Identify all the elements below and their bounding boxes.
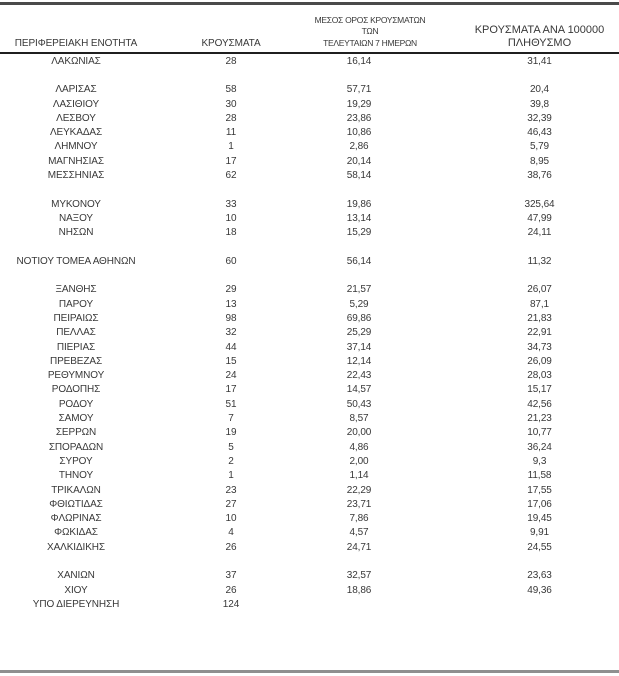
cell-per100k: 9,3 xyxy=(532,455,547,467)
cell-per100k: 32,39 xyxy=(527,112,552,124)
table-row xyxy=(0,512,619,526)
table-row xyxy=(0,540,619,554)
cell-region: ΛΗΜΝΟΥ xyxy=(54,141,98,153)
cell-per100k: 10,77 xyxy=(527,427,552,439)
cell-region: ΣΥΡΟΥ xyxy=(59,455,93,467)
cell-per100k: 15,17 xyxy=(527,384,552,396)
cell-cases: 124 xyxy=(222,598,240,610)
spacer-row xyxy=(0,68,619,82)
cell-region: ΥΠΟ ΔΙΕΡΕΥΝΗΣΗ xyxy=(32,598,120,610)
cell-cases: 1 xyxy=(228,141,234,153)
cell-avg7: 1,14 xyxy=(349,470,369,482)
table-row xyxy=(0,125,619,139)
column-header-avg7 xyxy=(310,15,430,50)
table-row xyxy=(0,583,619,597)
cell-per100k: 39,8 xyxy=(529,98,550,110)
table-row xyxy=(0,211,619,225)
table-row xyxy=(0,326,619,340)
cell-cases: 26 xyxy=(225,541,237,553)
cell-avg7: 57,71 xyxy=(346,84,372,96)
table-row xyxy=(0,426,619,440)
table-row xyxy=(0,111,619,125)
table-row xyxy=(0,397,619,411)
spacer-row xyxy=(0,554,619,568)
column-header-cases-label: ΚΡΟΥΣΜΑΤΑ xyxy=(201,38,261,49)
cell-cases: 17 xyxy=(225,155,237,167)
table-row xyxy=(0,497,619,511)
cell-cases: 5 xyxy=(228,441,234,453)
table-row xyxy=(0,369,619,383)
cell-cases: 15 xyxy=(225,355,237,367)
cell-avg7: 5,29 xyxy=(349,298,369,310)
cell-region: ΛΑΡΙΣΑΣ xyxy=(55,84,97,96)
cell-per100k: 22,91 xyxy=(527,327,552,339)
cell-avg7: 4,57 xyxy=(349,527,369,539)
cell-per100k: 24,55 xyxy=(527,541,552,553)
column-header-per100k-line2: ΠΛΗΘΥΣΜΟ xyxy=(507,36,572,49)
cell-cases: 7 xyxy=(228,413,234,425)
cell-avg7: 7,86 xyxy=(349,513,369,525)
table-row xyxy=(0,83,619,97)
cell-avg7: 22,43 xyxy=(346,370,372,382)
table-row xyxy=(0,140,619,154)
column-header-region xyxy=(0,38,152,49)
table-row xyxy=(0,297,619,311)
cell-avg7: 24,71 xyxy=(346,541,372,553)
column-header-region-label: ΠΕΡΙΦΕΡΕΙΑΚΗ ΕΝΟΤΗΤΑ xyxy=(14,38,138,49)
table-row xyxy=(0,226,619,240)
cell-per100k: 23,63 xyxy=(527,570,552,582)
table-row xyxy=(0,354,619,368)
cell-per100k: 26,07 xyxy=(527,284,552,296)
cell-cases: 2 xyxy=(228,455,234,467)
cell-per100k: 24,11 xyxy=(527,227,552,239)
table-row xyxy=(0,311,619,325)
cell-region: ΧΑΛΚΙΔΙΚΗΣ xyxy=(47,541,105,553)
cell-cases: 24 xyxy=(225,370,237,382)
cell-region: ΦΛΩΡΙΝΑΣ xyxy=(50,513,102,525)
cell-region: ΦΘΙΩΤΙΔΑΣ xyxy=(49,498,103,510)
spacer-row xyxy=(0,240,619,254)
cell-cases: 29 xyxy=(225,284,237,296)
column-header-avg7-line1: ΜΕΣΟΣ ΟΡΟΣ ΚΡΟΥΣΜΑΤΩΝ ΤΩΝ xyxy=(314,14,426,36)
cell-cases: 32 xyxy=(225,327,237,339)
cell-region: ΣΕΡΡΩΝ xyxy=(55,427,97,439)
spacer-row xyxy=(0,183,619,197)
column-header-cases xyxy=(152,38,310,49)
cell-cases: 1 xyxy=(228,470,234,482)
cell-cases: 60 xyxy=(225,255,237,267)
cell-cases: 28 xyxy=(225,112,237,124)
cell-cases: 30 xyxy=(225,98,237,110)
cell-per100k: 19,45 xyxy=(527,513,552,525)
cell-per100k: 5,79 xyxy=(529,141,550,153)
cell-cases: 10 xyxy=(225,212,237,224)
cell-region: ΛΕΥΚΑΔΑΣ xyxy=(49,127,103,139)
cell-region: ΧΙΟΥ xyxy=(64,584,88,596)
cell-cases: 26 xyxy=(225,584,237,596)
cell-avg7: 37,14 xyxy=(346,341,372,353)
table-row xyxy=(0,483,619,497)
cell-cases: 62 xyxy=(225,170,237,182)
table-row xyxy=(0,154,619,168)
cell-cases: 37 xyxy=(225,570,237,582)
cell-avg7: 20,14 xyxy=(346,155,372,167)
cell-avg7: 12,14 xyxy=(346,355,372,367)
cell-cases: 13 xyxy=(225,298,237,310)
cell-avg7: 23,86 xyxy=(346,112,372,124)
cell-region: ΡΕΘΥΜΝΟΥ xyxy=(47,370,105,382)
table-row xyxy=(0,411,619,425)
table-row xyxy=(0,383,619,397)
column-header-per100k xyxy=(430,24,619,49)
cell-avg7: 21,57 xyxy=(346,284,372,296)
cell-cases: 10 xyxy=(225,513,237,525)
cell-avg7: 56,14 xyxy=(346,255,372,267)
cell-per100k: 11,58 xyxy=(527,470,552,482)
cell-avg7: 16,14 xyxy=(346,55,372,67)
table-row xyxy=(0,526,619,540)
cell-avg7: 19,86 xyxy=(346,198,372,210)
cell-avg7: 69,86 xyxy=(346,312,372,324)
cell-region: ΠΡΕΒΕΖΑΣ xyxy=(49,355,103,367)
cell-per100k: 8,95 xyxy=(529,155,550,167)
cell-region: ΜΑΓΝΗΣΙΑΣ xyxy=(48,155,104,167)
cell-region: ΠΕΙΡΑΙΩΣ xyxy=(53,312,99,324)
cell-region: ΣΠΟΡΑΔΩΝ xyxy=(48,441,104,453)
cell-region: ΠΙΕΡΙΑΣ xyxy=(56,341,96,353)
cell-avg7: 25,29 xyxy=(346,327,372,339)
table-row xyxy=(0,254,619,268)
cell-region: ΜΕΣΣΗΝΙΑΣ xyxy=(47,170,105,182)
cell-region: ΤΗΝΟΥ xyxy=(58,470,94,482)
cell-region: ΤΡΙΚΑΛΩΝ xyxy=(51,484,101,496)
cell-avg7: 19,29 xyxy=(346,98,372,110)
cell-region: ΠΕΛΛΑΣ xyxy=(56,327,96,339)
table-header xyxy=(0,5,619,52)
spacer-row xyxy=(0,268,619,282)
table-row xyxy=(0,469,619,483)
cell-region: ΣΑΜΟΥ xyxy=(58,413,94,425)
cell-avg7: 32,57 xyxy=(346,570,372,582)
cell-region: ΝΟΤΙΟΥ ΤΟΜΕΑ ΑΘΗΝΩΝ xyxy=(16,255,136,267)
cell-region: ΝΑΞΟΥ xyxy=(58,212,94,224)
cell-per100k: 49,36 xyxy=(527,584,552,596)
table-row xyxy=(0,168,619,182)
cell-per100k: 28,03 xyxy=(527,370,552,382)
cell-per100k: 17,06 xyxy=(527,498,552,510)
cell-per100k: 20,4 xyxy=(529,84,550,96)
table-row xyxy=(0,454,619,468)
cell-region: ΜΥΚΟΝΟΥ xyxy=(51,198,101,210)
cell-per100k: 9,91 xyxy=(529,527,550,539)
cell-cases: 58 xyxy=(225,84,237,96)
cell-per100k: 38,76 xyxy=(527,170,552,182)
cell-avg7: 2,00 xyxy=(349,455,369,467)
cell-cases: 33 xyxy=(225,198,237,210)
table-row xyxy=(0,597,619,611)
cell-avg7: 50,43 xyxy=(346,398,372,410)
table-row xyxy=(0,97,619,111)
cell-per100k: 87,1 xyxy=(529,298,550,310)
cell-avg7: 14,57 xyxy=(346,384,372,396)
cell-avg7: 10,86 xyxy=(346,127,372,139)
table-row xyxy=(0,569,619,583)
table-row xyxy=(0,440,619,454)
cell-cases: 98 xyxy=(225,312,237,324)
cell-avg7: 2,86 xyxy=(349,141,369,153)
table-body xyxy=(0,54,619,612)
cell-avg7: 15,29 xyxy=(346,227,372,239)
cell-region: ΦΩΚΙΔΑΣ xyxy=(54,527,98,539)
cell-cases: 17 xyxy=(225,384,237,396)
cell-region: ΛΕΣΒΟΥ xyxy=(56,112,96,124)
cell-cases: 51 xyxy=(225,398,237,410)
cell-avg7: 4,86 xyxy=(349,441,369,453)
cell-per100k: 46,43 xyxy=(527,127,552,139)
cell-avg7: 23,71 xyxy=(346,498,372,510)
cell-avg7: 18,86 xyxy=(346,584,372,596)
cell-region: ΞΑΝΘΗΣ xyxy=(55,284,97,296)
cell-avg7: 13,14 xyxy=(346,212,372,224)
table-row xyxy=(0,340,619,354)
table-row xyxy=(0,283,619,297)
table-row xyxy=(0,54,619,68)
cell-cases: 4 xyxy=(228,527,234,539)
cell-region: ΡΟΔΟΠΗΣ xyxy=(51,384,101,396)
cell-avg7: 58,14 xyxy=(346,170,372,182)
cell-region: ΠΑΡΟΥ xyxy=(58,298,94,310)
bottom-rule xyxy=(0,670,619,673)
cell-region: ΡΟΔΟΥ xyxy=(58,398,94,410)
cell-per100k: 31,41 xyxy=(527,55,552,67)
cell-per100k: 21,23 xyxy=(527,413,552,425)
cell-cases: 23 xyxy=(225,484,237,496)
cell-avg7: 20,00 xyxy=(346,427,372,439)
cell-cases: 28 xyxy=(225,55,237,67)
cell-avg7: 8,57 xyxy=(349,413,369,425)
cell-per100k: 17,55 xyxy=(527,484,552,496)
cell-cases: 44 xyxy=(225,341,237,353)
cell-per100k: 34,73 xyxy=(527,341,552,353)
cell-per100k: 325,64 xyxy=(524,198,555,210)
cell-per100k: 21,83 xyxy=(527,312,552,324)
cell-cases: 27 xyxy=(225,498,237,510)
cell-per100k: 11,32 xyxy=(527,255,552,267)
cell-region: ΧΑΝΙΩΝ xyxy=(57,570,95,582)
cell-per100k: 42,56 xyxy=(527,398,552,410)
column-header-avg7-line2: ΤΕΛΕΥΤΑΙΩΝ 7 ΗΜΕΡΩΝ xyxy=(323,37,417,48)
cell-region: ΛΑΚΩΝΙΑΣ xyxy=(51,55,101,67)
cell-region: ΛΑΣΙΘΙΟΥ xyxy=(52,98,100,110)
cell-cases: 18 xyxy=(225,227,237,239)
cell-cases: 11 xyxy=(225,127,237,139)
cell-per100k: 26,09 xyxy=(527,355,552,367)
table-row xyxy=(0,197,619,211)
column-header-per100k-line1: ΚΡΟΥΣΜΑΤΑ ΑΝΑ 100000 xyxy=(474,24,605,36)
cell-avg7: 22,29 xyxy=(346,484,372,496)
cell-region: ΝΗΣΩΝ xyxy=(58,227,94,239)
cell-per100k: 36,24 xyxy=(527,441,552,453)
cell-cases: 19 xyxy=(225,427,237,439)
cell-per100k: 47,99 xyxy=(527,212,552,224)
